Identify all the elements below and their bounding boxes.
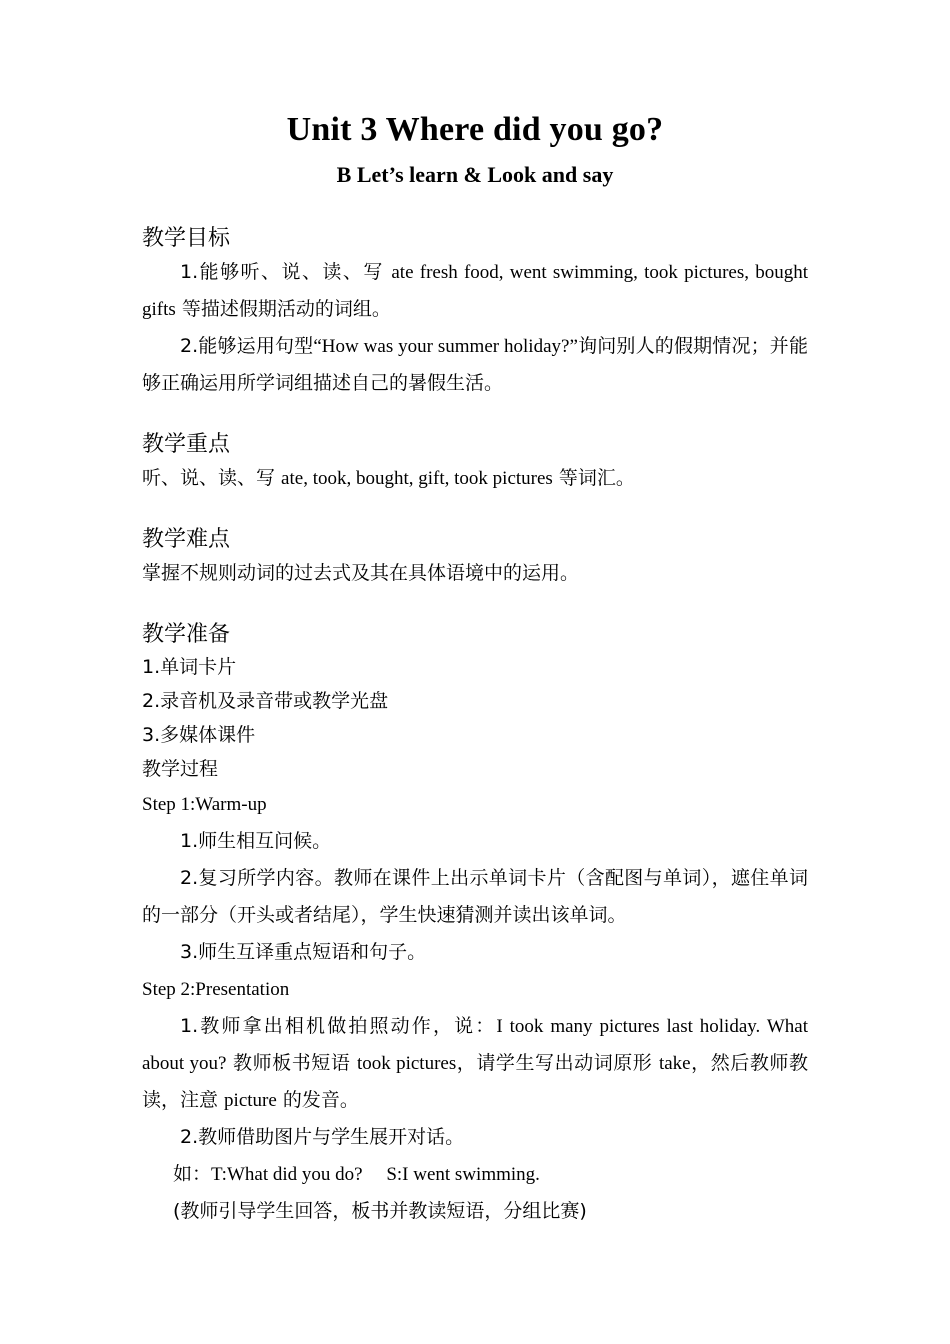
section-heading-process: 教学过程	[142, 758, 219, 780]
objectives-item-1-en: ate fresh food, went swimming, took pictures, bought gifts	[142, 262, 809, 320]
objectives-item-1-cn-a: 1.能够听、说、读、写	[180, 261, 392, 283]
page-title: Unit 3 Where did you go?	[286, 111, 664, 148]
step-2-item-1-cn-e: 的发音。	[276, 1089, 359, 1111]
section-heading-difficulties: 教学难点	[142, 527, 231, 552]
step-2-example-teacher: T:What did you do?	[211, 1164, 363, 1185]
step-2-label: Step 2:Presentation	[142, 979, 290, 1000]
objectives-item-2-cn-a: 2.能够运用句型	[180, 335, 314, 357]
step-2-item-1-en-b: took pictures	[357, 1053, 457, 1074]
step-2-item-1-cn-c: ，请学生写出动词原形	[456, 1052, 659, 1074]
step-2-example-student: S:I went swimming.	[386, 1164, 540, 1185]
section-heading-key-points: 教学重点	[142, 432, 231, 457]
key-points-en: ate, took, bought, gift, took pictures	[281, 468, 553, 489]
objectives-item-2-en: “How was your summer holiday?”	[313, 336, 578, 357]
document-body	[142, 108, 808, 1230]
step-1-item-3: 3.师生互译重点短语和句子。	[180, 941, 427, 963]
step-2-example-spacer	[363, 1164, 387, 1185]
step-2-item-2: 2.教师借助图片与学生展开对话。	[180, 1126, 465, 1148]
preparation-item-1: 1.单词卡片	[142, 656, 237, 678]
key-points-body	[142, 460, 808, 497]
step-2-item-1-cn-a: 1.教师拿出相机做拍照动作，说：	[180, 1015, 497, 1037]
step-2-item-1	[142, 1008, 808, 1119]
step-2-item-1-en-c: take	[658, 1053, 691, 1074]
step-2-item-1-cn-b: 教师板书短语	[226, 1052, 357, 1074]
objectives-item-1	[142, 254, 808, 328]
step-1-label: Step 1:Warm-up	[142, 794, 267, 815]
step-2-note: (教师引导学生回答，板书并教读短语，分组比赛)	[173, 1200, 587, 1222]
difficulties-body: 掌握不规则动词的过去式及其在具体语境中的运用。	[142, 562, 580, 584]
step-1-item-2: 2.复习所学内容。教师在课件上出示单词卡片（含配图与单词），遮住单词的一部分（开头或者结尾），学生快速猜测并读出该单词。	[142, 867, 808, 926]
step-2-example-line	[142, 1156, 808, 1193]
key-points-cn-b: 等词汇。	[552, 467, 635, 489]
step-2-item-1-en-d: picture	[224, 1090, 277, 1111]
preparation-item-2: 2.录音机及录音带或教学光盘	[142, 690, 389, 712]
step-1-item-1: 1.师生相互问候。	[180, 830, 332, 852]
section-heading-preparation: 教学准备	[142, 622, 231, 647]
key-points-cn-a: 听、说、读、写	[142, 467, 282, 489]
section-heading-objectives: 教学目标	[142, 226, 231, 251]
page-subtitle: B Let’s learn & Look and say	[336, 162, 614, 187]
step-2-item-1-cn-d: ，然后教师教读，注意	[142, 1052, 808, 1111]
objectives-item-2-cn-b: 询问别人的假期情况；并能够正确运用所学词组描述自己的暑假生活。	[142, 335, 808, 394]
step-2-example-label: 如：	[173, 1163, 212, 1185]
objectives-item-2	[142, 328, 808, 402]
step-2-item-1-en-a: I took many pictures last holiday. What about you?	[142, 1016, 808, 1074]
preparation-item-3: 3.多媒体课件	[142, 724, 256, 746]
objectives-item-1-cn-b: 等描述假期活动的词组。	[175, 298, 391, 320]
